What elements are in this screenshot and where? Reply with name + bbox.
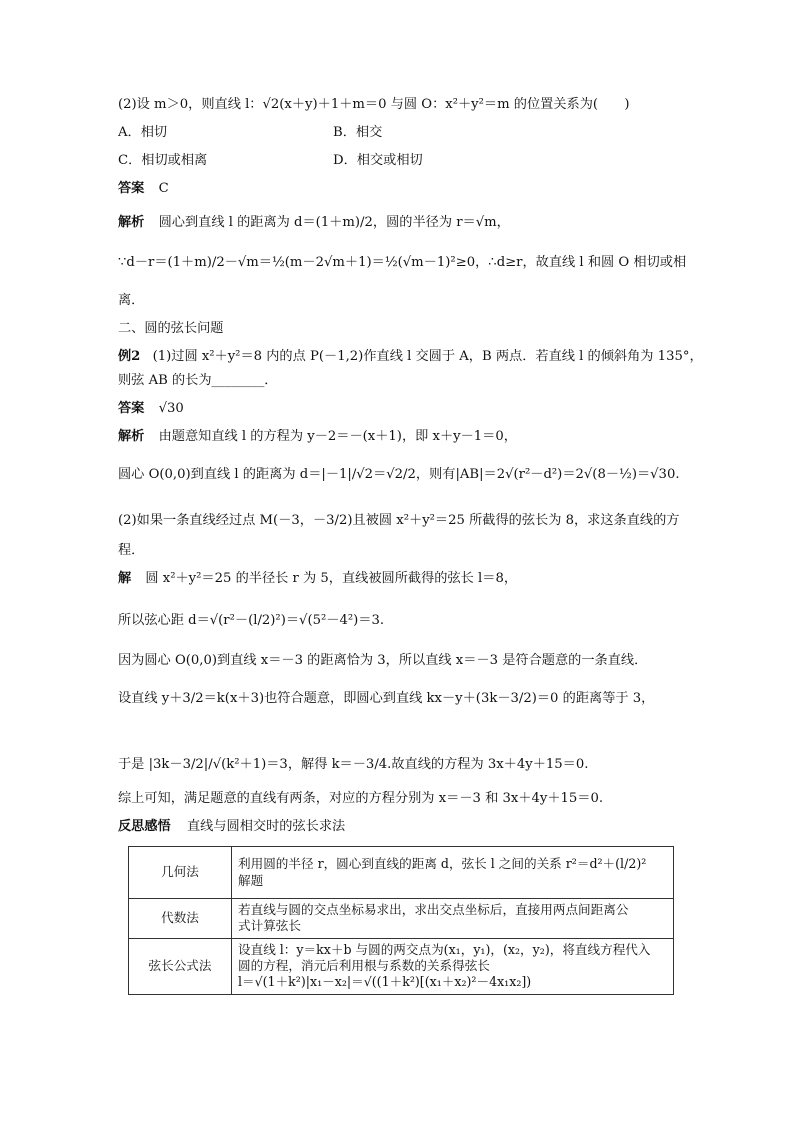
q2-stem: (2)设 m＞0，则直线 l：√2(x＋y)＋1＋m＝0 与圆 O：x²＋y²＝m 的位置关系为( ) bbox=[118, 97, 630, 112]
ex2-q1-line1 bbox=[118, 348, 703, 366]
solution-line3: 因为圆心 O(0,0)到直线 x＝－3 的距离恰为 3，所以直线 x＝－3 是符合题意的一条直线． bbox=[118, 653, 648, 668]
ex2-q1-text: (1)过圆 x²＋y²＝8 内的点 P(－1,2)作直线 l 交圆于 A，B 两点．若直线 l 的倾斜角为 135°， bbox=[152, 349, 703, 364]
solution-line5: 于是 |3k－3/2|/√(k²＋1)＝3，解得 k＝－3/4.故直线的方程为 3x＋4y＋15＝0. bbox=[118, 757, 589, 772]
answer-label: 答案 bbox=[118, 401, 145, 416]
description-line: 利用圆的半径 r，圆心到直线的距离 d，弦长 l 之间的关系 r²＝d²＋(l/2)² bbox=[238, 856, 647, 872]
ex2-q2-line2: 程． bbox=[118, 543, 145, 558]
option-a: A．相切 bbox=[118, 125, 168, 140]
method-cell: 代数法 bbox=[129, 899, 232, 939]
analysis-label: 解析 bbox=[118, 429, 145, 444]
solution-label: 解 bbox=[118, 571, 132, 586]
description-cell bbox=[232, 899, 674, 939]
description-line: 若直线与圆的交点坐标易求出，求出交点坐标后，直接用两点间距离公 bbox=[238, 902, 629, 917]
q2-analysis-2: ∵d－r＝(1＋m)/2－√m＝½(m－2√m＋1)＝½(√m－1)²≥0，∴d≥r，故直线 l 和圆 O 相切或相 bbox=[118, 255, 687, 270]
section-title: 二、圆的弦长问题 bbox=[118, 321, 224, 336]
chord-methods-table bbox=[128, 846, 674, 995]
option-b: B．相交 bbox=[333, 125, 383, 140]
answer-value: √30 bbox=[158, 401, 184, 416]
description-line: l＝√(1＋k²)|x₁－x₂|＝√((1＋k²)[(x₁＋x₂)²－4x₁x₂]) bbox=[238, 974, 532, 990]
q2-answer-line bbox=[118, 180, 169, 198]
analysis-text: 由题意知直线 l 的方程为 y－2＝－(x＋1)，即 x＋y－1＝0， bbox=[158, 429, 517, 444]
method-cell: 弦长公式法 bbox=[129, 938, 232, 994]
table-row bbox=[129, 938, 674, 994]
q2-analysis-1 bbox=[118, 214, 510, 232]
table-row bbox=[129, 847, 674, 899]
description-cell bbox=[232, 847, 674, 899]
solution-text: 圆 x²＋y²＝25 的半径长 r 为 5，直线被圆所截得的弦长 l＝8， bbox=[145, 571, 518, 586]
analysis-label: 解析 bbox=[118, 215, 145, 230]
answer-value: C bbox=[158, 181, 169, 196]
description-line: 解题 bbox=[238, 872, 264, 888]
description-line: 式计算弦长 bbox=[238, 918, 301, 934]
ex2-answer-line bbox=[118, 400, 184, 418]
description-line: 圆的方程，消元后利用根与系数的关系得弦长 bbox=[238, 958, 490, 974]
q2-analysis-3: 离． bbox=[118, 293, 145, 308]
solution-line2: 所以弦心距 d＝√(r²－(l/2)²)＝√(5²－4²)＝3. bbox=[118, 613, 385, 628]
answer-label: 答案 bbox=[118, 181, 145, 196]
solution-line4: 设直线 y＋3/2＝k(x＋3)也符合题意，即圆心到直线 kx－y＋(3k－3/2)＝0 的距离等于 3， bbox=[118, 691, 655, 706]
analysis-text: 圆心到直线 l 的距离为 d＝(1＋m)/2，圆的半径为 r＝√m， bbox=[158, 215, 510, 230]
ex2-analysis-2: 圆心 O(0,0)到直线 l 的距离为 d＝|－1|/√2＝√2/2，则有|AB|＝2√(r²－d²)＝2√(8－½)＝√30. bbox=[118, 467, 680, 482]
description-line: 设直线 l：y＝kx＋b 与圆的两交点为(x₁，y₁)，(x₂，y₂)，将直线方程代入 bbox=[238, 941, 651, 957]
method-cell: 几何法 bbox=[129, 847, 232, 899]
solution-line6: 综上可知，满足题意的直线有两条，对应的方程分别为 x＝－3 和 3x＋4y＋15＝0. bbox=[118, 791, 604, 806]
ex2-q2-line1: (2)如果一条直线经过点 M(－3，－3/2)且被圆 x²＋y²＝25 所截得的弦长为 8，求这条直线的方 bbox=[118, 513, 680, 528]
reflection-title: 直线与圆相交时的弦长求法 bbox=[186, 819, 346, 834]
option-c: C．相切或相离 bbox=[118, 153, 208, 168]
reflection-line bbox=[118, 818, 345, 836]
option-d: D．相交或相切 bbox=[333, 153, 423, 168]
solution-line1 bbox=[118, 570, 517, 588]
ex2-q1-line2: 则弦 AB 的长为________． bbox=[118, 373, 278, 388]
ex2-analysis-1 bbox=[118, 428, 517, 446]
example-label: 例2 bbox=[118, 349, 141, 364]
description-cell bbox=[232, 938, 674, 994]
reflection-label: 反思感悟 bbox=[118, 819, 171, 834]
table-row bbox=[129, 899, 674, 939]
